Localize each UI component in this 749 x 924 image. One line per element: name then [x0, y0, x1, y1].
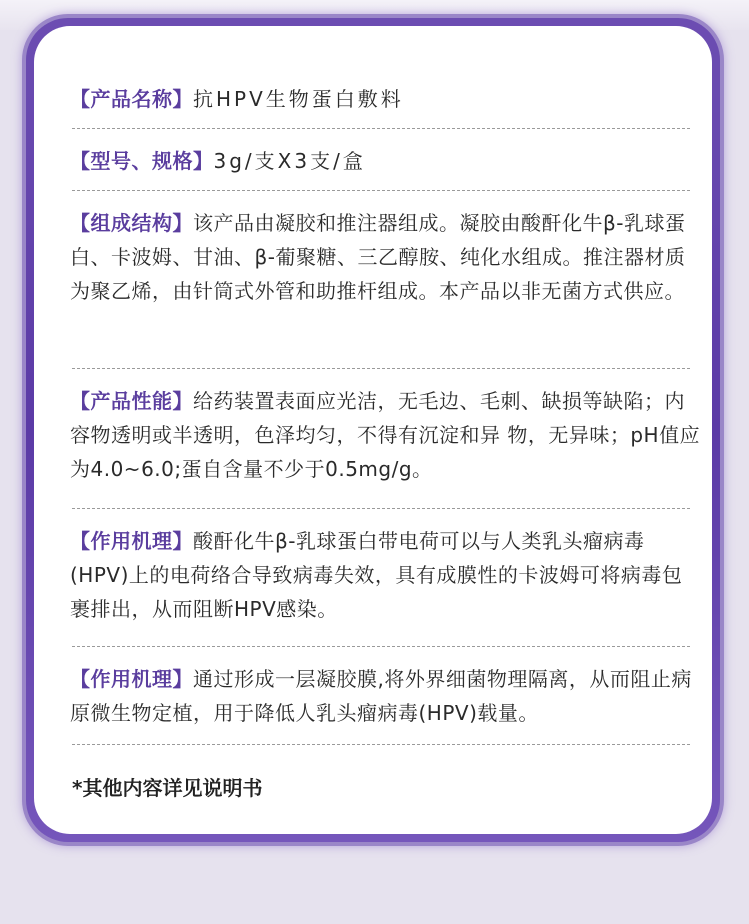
section-mechanism-1 [70, 524, 702, 626]
divider [72, 508, 690, 509]
section-mechanism-2 [70, 662, 702, 730]
divider [72, 744, 690, 745]
divider [72, 646, 690, 647]
section-product-name [70, 82, 702, 116]
section-label: 【产品名称】 [70, 87, 193, 111]
section-composition [70, 206, 702, 308]
divider [72, 190, 690, 191]
divider [72, 368, 690, 369]
section-label: 【产品性能】 [70, 389, 193, 413]
divider [72, 128, 690, 129]
section-spec [70, 144, 702, 178]
section-text: 3g/支X3支/盒 [213, 149, 366, 173]
section-text: 酸酐化牛β-乳球蛋白带电荷可以与人类乳头瘤病毒(HPV)上的电荷络合导致病毒失效，具有成膜性的卡波姆可将病毒包裹排出，从而阻断HPV感染。 [70, 529, 683, 621]
section-text: 该产品由凝胶和推注器组成。凝胶由酸酐化牛β-乳球蛋白、卡波姆、甘油、β-葡聚糖、三乙醇胺、纯化水组成。推注器材质为聚乙烯，由针筒式外管和助推杆组成。本产品以非无菌方式供应。 [70, 211, 686, 303]
section-label: 【作用机理】 [70, 529, 193, 553]
section-performance [70, 384, 702, 486]
section-label: 【型号、规格】 [70, 149, 214, 173]
section-label: 【组成结构】 [70, 211, 193, 235]
section-text: 给药装置表面应光洁，无毛边、毛刺、缺损等缺陷；内容物透明或半透明，色泽均匀，不得有沉淀和异 物，无异味；pH值应为4.0~6.0;蛋自含量不少于0.5mg/g。 [70, 389, 701, 481]
section-text: 通过形成一层凝胶膜,将外界细菌物理隔离，从而阻止病原微生物定植，用于降低人乳头瘤病毒(HPV)载量。 [70, 667, 692, 725]
section-label: 【作用机理】 [70, 667, 193, 691]
footer-note: *其他内容详见说明书 [72, 776, 263, 800]
section-text: 抗HPV生物蛋白敷料 [193, 87, 404, 111]
